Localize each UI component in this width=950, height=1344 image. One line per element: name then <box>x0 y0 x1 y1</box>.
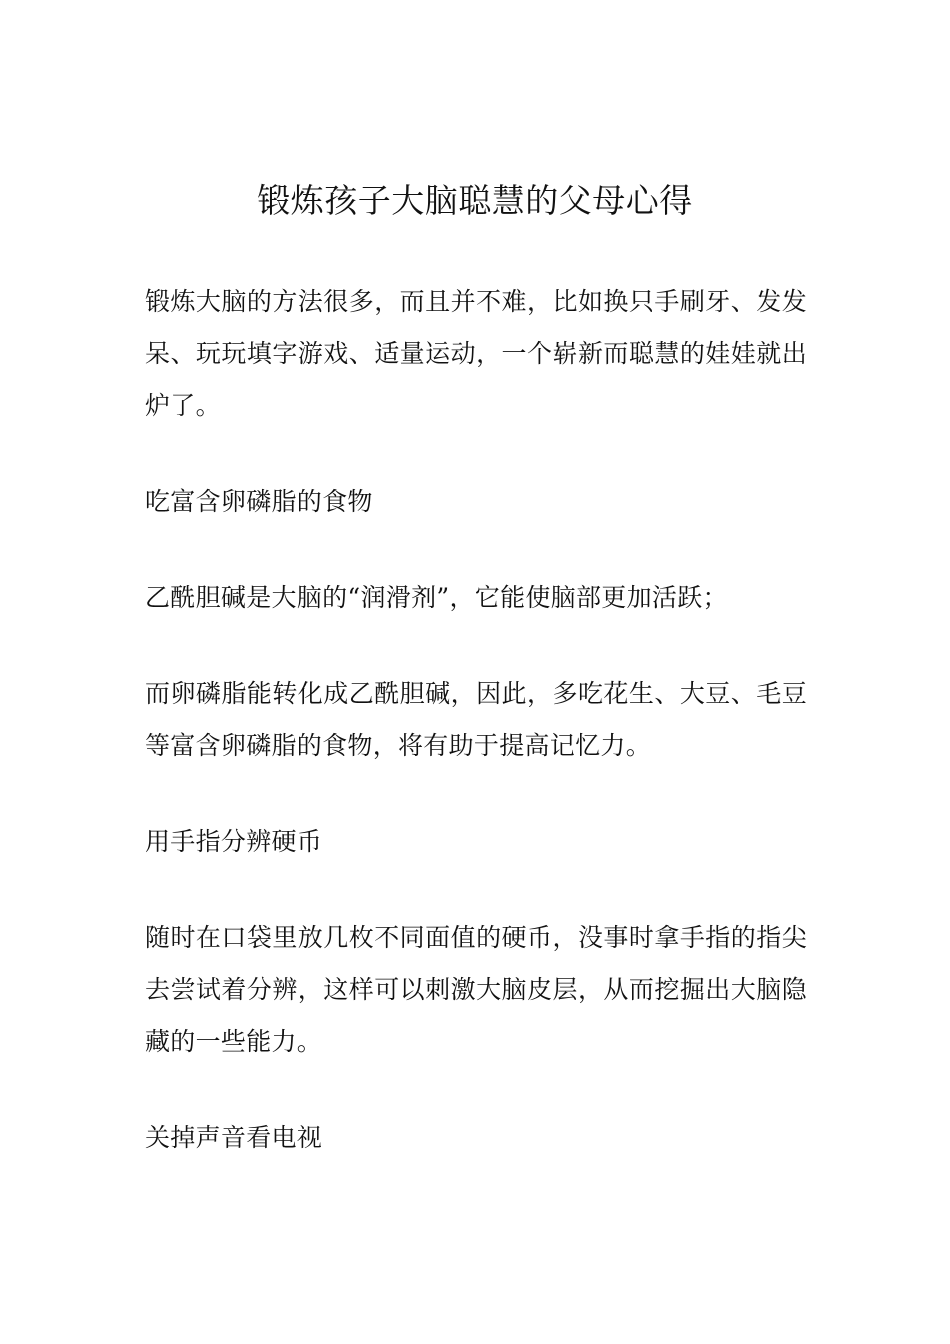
document-body <box>145 276 807 1164</box>
section-heading-lecithin: 吃富含卵磷脂的食物 <box>145 487 373 516</box>
paragraph-lecithin-foods: 而卵磷脂能转化成乙酰胆碱，因此，多吃花生、大豆、毛豆等富含卵磷脂的食物，将有助于提高记忆力。 <box>145 679 807 760</box>
section-heading-coins: 用手指分辨硬币 <box>145 827 323 856</box>
paragraph-acetylcholine: 乙酰胆碱是大脑的“润滑剂”，它能使脑部更加活跃； <box>145 583 728 612</box>
document-title: 锻炼孩子大脑聪慧的父母心得 <box>257 181 693 220</box>
section-heading-tv: 关掉声音看电视 <box>145 1123 323 1152</box>
paragraph-intro: 锻炼大脑的方法很多，而且并不难，比如换只手刷牙、发发呆、玩玩填字游戏、适量运动，一个崭新而聪慧的娃娃就出炉了。 <box>145 287 807 420</box>
paragraph-coins: 随时在口袋里放几枚不同面值的硬币，没事时拿手指的指尖去尝试着分辨，这样可以刺激大脑皮层，从而挖掘出大脑隐藏的一些能力。 <box>145 923 807 1056</box>
